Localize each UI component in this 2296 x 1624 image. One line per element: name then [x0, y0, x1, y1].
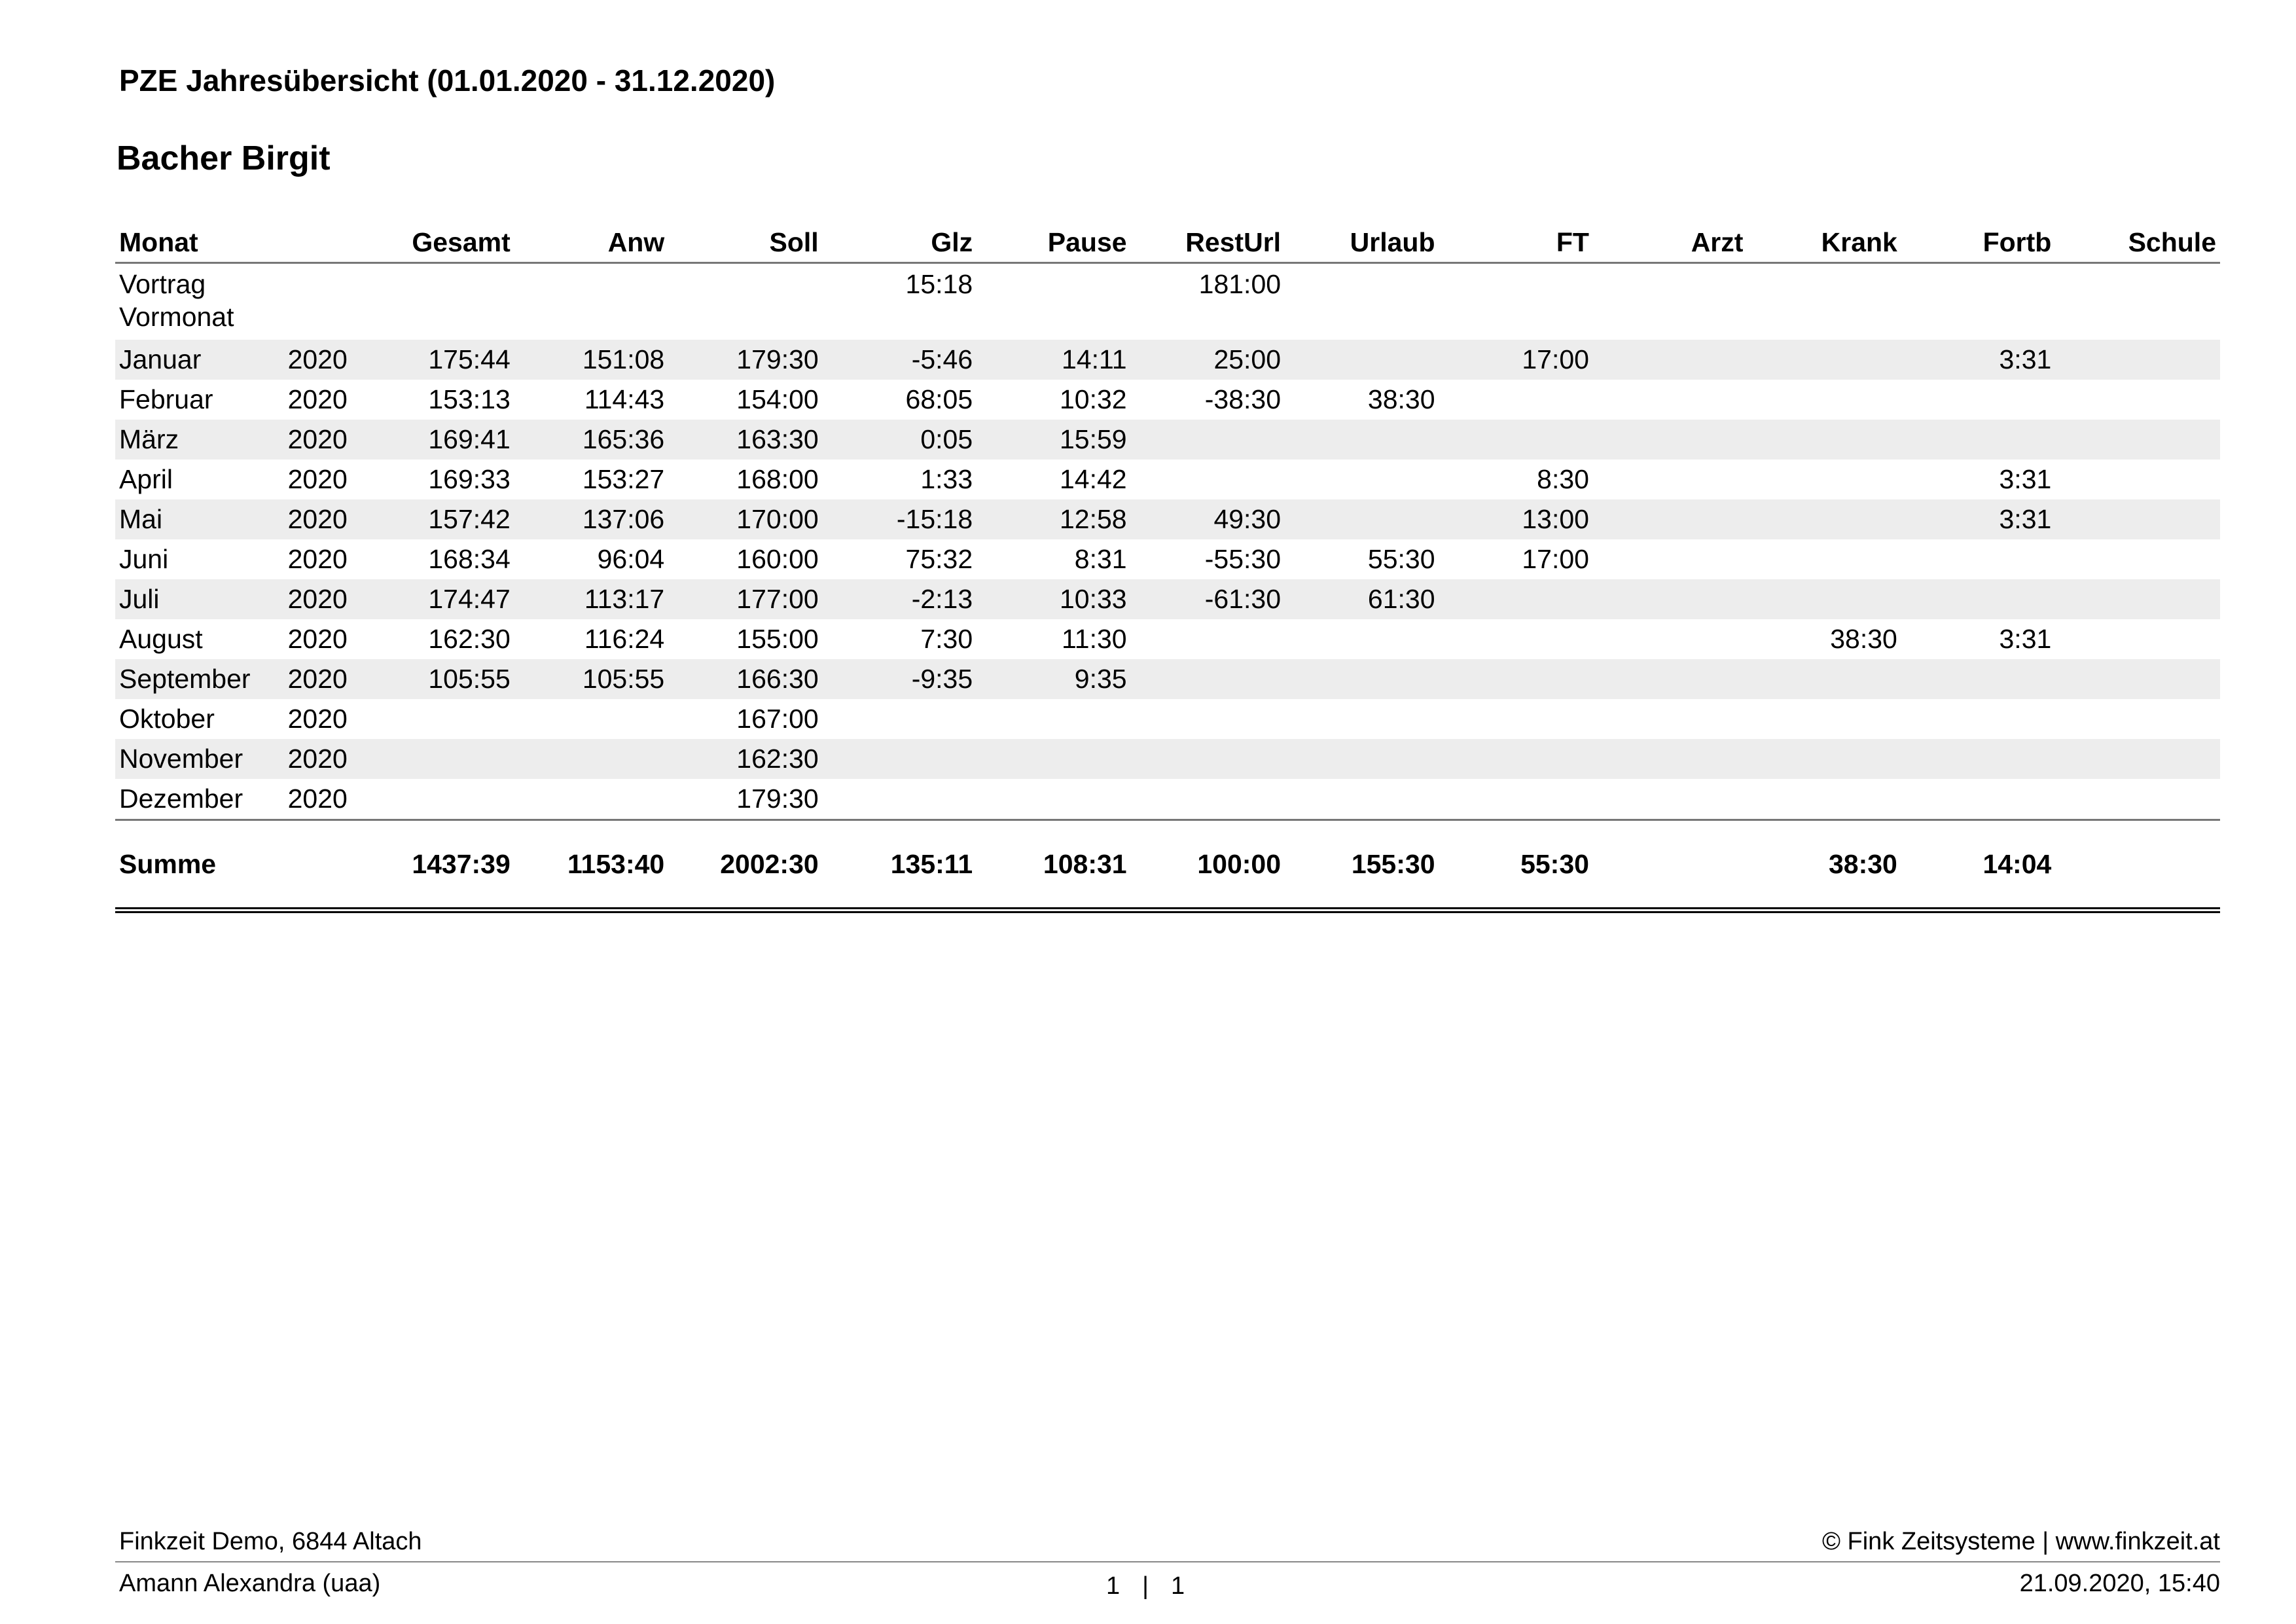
cell-monat: April — [119, 464, 173, 494]
cell-gesamt: 175:44 — [359, 340, 514, 380]
cell-jahr: 2020 — [287, 704, 348, 734]
cell-gesamt: 153:13 — [428, 384, 511, 414]
cell-urlaub — [1285, 340, 1439, 380]
cell-krank — [1747, 699, 1901, 739]
cell-pause: 8:31 — [1074, 544, 1127, 574]
header-gesamt: Gesamt — [359, 223, 514, 263]
cell-anw: 114:43 — [584, 384, 665, 414]
cell-jahr: 2020 — [284, 499, 359, 539]
cell-schule — [2055, 739, 2220, 779]
cell-krank — [1747, 380, 1901, 420]
cell-gesamt: 105:55 — [359, 659, 514, 699]
cell-ft — [1439, 699, 1593, 739]
cell-gesamt: 169:33 — [428, 464, 511, 494]
footer-company: Finkzeit Demo, 6844 Altach — [119, 1528, 422, 1555]
cell-pause: 15:59 — [977, 420, 1130, 460]
cell-krank — [1747, 659, 1901, 699]
header-fortb: Fortb — [1901, 223, 2055, 263]
cell-schule — [2055, 460, 2220, 499]
cell-fortb: 3:31 — [1999, 464, 2052, 494]
cell-soll: 163:30 — [668, 420, 822, 460]
cell-anw: 151:08 — [514, 340, 668, 380]
annual-summary-table — [115, 223, 2220, 913]
cell-glz: -5:46 — [823, 340, 977, 380]
cell-krank — [1747, 340, 1901, 380]
cell-urlaub: 55:30 — [1367, 544, 1435, 574]
cell-monat: September — [115, 659, 284, 699]
cell-schule — [2055, 340, 2220, 380]
cell-krank — [1747, 779, 1901, 820]
total-glz: 135:11 — [823, 820, 977, 911]
cell-ft: 17:00 — [1522, 544, 1589, 574]
cell-schule — [2055, 699, 2220, 739]
cell-jahr: 2020 — [284, 779, 359, 820]
cell-urlaub: 38:30 — [1367, 384, 1435, 414]
cell-anw: 113:17 — [514, 579, 668, 619]
footer-user: Amann Alexandra (uaa) — [119, 1570, 381, 1597]
cell-monat: Mai — [115, 499, 284, 539]
cell-anw — [514, 699, 668, 739]
header-soll: Soll — [668, 223, 822, 263]
cell-jahr: 2020 — [284, 739, 359, 779]
total-ft: 55:30 — [1439, 820, 1593, 911]
cell-glz: 68:05 — [905, 384, 973, 414]
table-header-row — [115, 223, 2220, 263]
cell-pause: 10:33 — [977, 579, 1130, 619]
cell-resturl — [1131, 739, 1285, 779]
cell-anw: 165:36 — [514, 420, 668, 460]
total-gesamt: 1437:39 — [359, 820, 514, 911]
cell-fortb — [1901, 659, 2055, 699]
cell-ft — [1439, 420, 1593, 460]
header-schule: Schule — [2055, 223, 2220, 263]
cell-ft — [1439, 380, 1593, 420]
cell-jahr: 2020 — [287, 384, 348, 414]
cell-resturl — [1131, 699, 1285, 739]
cell-soll: 179:30 — [668, 340, 822, 380]
cell-monat: Dezember — [115, 779, 284, 820]
cell-arzt — [1593, 380, 1747, 420]
cell-resturl: -61:30 — [1131, 579, 1285, 619]
cell-gesamt: 157:42 — [359, 499, 514, 539]
cell-monat: Juli — [115, 579, 284, 619]
table-row — [115, 739, 2220, 779]
cell-fortb — [1901, 539, 2055, 579]
cell-soll: 166:30 — [668, 659, 822, 699]
table-row — [115, 380, 2220, 420]
footer-copyright: © Fink Zeitsysteme | www.finkzeit.at — [1821, 1528, 2220, 1555]
cell-anw: 105:55 — [514, 659, 668, 699]
cell-urlaub — [1285, 779, 1439, 820]
cell-urlaub — [1285, 420, 1439, 460]
cell-krank — [1747, 460, 1901, 499]
carryover-label: Vortrag Vormonat — [119, 269, 234, 332]
cell-schule — [2055, 499, 2220, 539]
cell-arzt — [1593, 739, 1747, 779]
cell-jahr: 2020 — [287, 624, 348, 654]
cell-ft — [1439, 619, 1593, 659]
cell-urlaub — [1285, 619, 1439, 659]
cell-pause: 10:32 — [1059, 384, 1127, 414]
cell-gesamt — [359, 699, 514, 739]
total-fortb: 14:04 — [1901, 820, 2055, 911]
cell-gesamt: 162:30 — [428, 624, 511, 654]
cell-krank — [1747, 739, 1901, 779]
cell-pause: 14:42 — [1059, 464, 1127, 494]
cell-glz: -15:18 — [823, 499, 977, 539]
cell-gesamt: 168:34 — [428, 544, 511, 574]
cell-krank — [1747, 420, 1901, 460]
cell-urlaub — [1285, 460, 1439, 499]
cell-fortb — [1901, 420, 2055, 460]
cell-jahr: 2020 — [287, 464, 348, 494]
carryover-row — [115, 263, 2220, 340]
cell-fortb: 3:31 — [1901, 499, 2055, 539]
total-pause: 108:31 — [977, 820, 1130, 911]
cell-krank — [1747, 579, 1901, 619]
cell-arzt — [1593, 619, 1747, 659]
cell-monat: November — [115, 739, 284, 779]
cell-schule — [2055, 659, 2220, 699]
cell-monat: Januar — [115, 340, 284, 380]
cell-schule — [2055, 420, 2220, 460]
cell-fortb — [1901, 739, 2055, 779]
cell-glz: 0:05 — [823, 420, 977, 460]
employee-name: Bacher Birgit — [117, 139, 331, 177]
cell-gesamt — [359, 739, 514, 779]
cell-soll: 170:00 — [668, 499, 822, 539]
cell-gesamt: 169:41 — [359, 420, 514, 460]
cell-pause — [977, 779, 1130, 820]
cell-anw: 116:24 — [584, 624, 665, 654]
table-row — [115, 539, 2220, 579]
cell-glz: 1:33 — [920, 464, 973, 494]
cell-pause — [977, 699, 1130, 739]
total-krank: 38:30 — [1747, 820, 1901, 911]
cell-soll: 168:00 — [736, 464, 819, 494]
cell-resturl — [1131, 619, 1285, 659]
cell-anw: 137:06 — [514, 499, 668, 539]
cell-glz: -2:13 — [823, 579, 977, 619]
cell-fortb: 3:31 — [1999, 624, 2052, 654]
cell-pause — [977, 739, 1130, 779]
cell-fortb: 3:31 — [1901, 340, 2055, 380]
cell-resturl — [1131, 420, 1285, 460]
cell-urlaub — [1285, 739, 1439, 779]
cell-soll: 162:30 — [668, 739, 822, 779]
table-row — [115, 699, 2220, 739]
cell-jahr: 2020 — [284, 579, 359, 619]
cell-monat: August — [119, 624, 203, 654]
table-row — [115, 619, 2220, 659]
table-row — [115, 420, 2220, 460]
cell-arzt — [1593, 420, 1747, 460]
cell-schule — [2055, 380, 2220, 420]
cell-monat: März — [115, 420, 284, 460]
table-row — [115, 779, 2220, 820]
cell-arzt — [1593, 340, 1747, 380]
cell-resturl: 25:00 — [1131, 340, 1285, 380]
cell-krank — [1747, 539, 1901, 579]
cell-resturl — [1131, 779, 1285, 820]
page-current: 1 — [1106, 1572, 1121, 1600]
cell-monat: Juni — [119, 544, 169, 574]
footer-divider — [115, 1561, 2220, 1562]
table-row — [115, 460, 2220, 499]
cell-ft: 13:00 — [1439, 499, 1593, 539]
header-pause: Pause — [977, 223, 1130, 263]
cell-glz: -9:35 — [823, 659, 977, 699]
cell-glz — [823, 699, 977, 739]
table-row — [115, 340, 2220, 380]
table-row — [115, 659, 2220, 699]
cell-jahr: 2020 — [284, 340, 359, 380]
cell-schule — [2055, 579, 2220, 619]
total-soll: 2002:30 — [668, 820, 822, 911]
cell-ft — [1439, 779, 1593, 820]
footer-page-number — [1106, 1572, 1185, 1600]
table-row — [115, 579, 2220, 619]
header-ft: FT — [1439, 223, 1593, 263]
cell-ft — [1439, 579, 1593, 619]
cell-anw: 153:27 — [582, 464, 665, 494]
cell-ft: 8:30 — [1537, 464, 1589, 494]
cell-anw — [514, 779, 668, 820]
cell-monat: Oktober — [119, 704, 215, 734]
cell-gesamt: 174:47 — [359, 579, 514, 619]
cell-glz: 75:32 — [905, 544, 973, 574]
carryover-resturl: 181:00 — [1198, 269, 1282, 299]
cell-fortb — [1901, 380, 2055, 420]
cell-schule — [2055, 779, 2220, 820]
cell-ft: 17:00 — [1439, 340, 1593, 380]
cell-soll: 155:00 — [736, 624, 819, 654]
cell-soll: 154:00 — [736, 384, 819, 414]
total-resturl: 100:00 — [1131, 820, 1285, 911]
cell-pause: 14:11 — [977, 340, 1130, 380]
cell-fortb — [1901, 699, 2055, 739]
cell-gesamt — [359, 779, 514, 820]
report-title: PZE Jahresübersicht (01.01.2020 - 31.12.2020) — [119, 63, 776, 98]
cell-krank: 38:30 — [1830, 624, 1897, 654]
header-monat: Monat — [115, 223, 359, 263]
table-row — [115, 499, 2220, 539]
cell-arzt — [1593, 699, 1747, 739]
cell-glz — [823, 739, 977, 779]
header-urlaub: Urlaub — [1285, 223, 1439, 263]
cell-arzt — [1593, 579, 1747, 619]
cell-pause: 11:30 — [1062, 624, 1127, 654]
header-anw: Anw — [514, 223, 668, 263]
cell-arzt — [1593, 499, 1747, 539]
header-arzt: Arzt — [1593, 223, 1747, 263]
cell-glz: 7:30 — [920, 624, 973, 654]
total-row — [115, 820, 2220, 911]
header-glz: Glz — [823, 223, 977, 263]
cell-fortb — [1901, 779, 2055, 820]
total-label: Summe — [115, 820, 359, 911]
cell-pause: 12:58 — [977, 499, 1130, 539]
cell-schule — [2055, 539, 2220, 579]
cell-soll: 160:00 — [736, 544, 819, 574]
cell-monat: Februar — [119, 384, 213, 414]
cell-arzt — [1593, 659, 1747, 699]
cell-ft — [1439, 739, 1593, 779]
cell-soll: 167:00 — [736, 704, 819, 734]
total-schule — [2055, 820, 2220, 911]
page-separator: | — [1142, 1572, 1149, 1600]
page-total: 1 — [1171, 1572, 1185, 1600]
total-urlaub: 155:30 — [1285, 820, 1439, 911]
carryover-glz: 15:18 — [905, 269, 973, 299]
cell-glz — [823, 779, 977, 820]
cell-soll: 179:30 — [668, 779, 822, 820]
total-arzt — [1593, 820, 1747, 911]
header-krank: Krank — [1747, 223, 1901, 263]
cell-resturl: -55:30 — [1204, 544, 1282, 574]
cell-urlaub — [1285, 699, 1439, 739]
cell-arzt — [1593, 779, 1747, 820]
cell-krank — [1747, 499, 1901, 539]
cell-resturl: -38:30 — [1204, 384, 1282, 414]
cell-jahr: 2020 — [284, 420, 359, 460]
cell-resturl: 49:30 — [1131, 499, 1285, 539]
cell-urlaub — [1285, 499, 1439, 539]
cell-soll: 177:00 — [668, 579, 822, 619]
footer-printed-at: 21.09.2020, 15:40 — [2019, 1570, 2220, 1597]
cell-ft — [1439, 659, 1593, 699]
cell-jahr: 2020 — [287, 544, 348, 574]
cell-resturl — [1131, 460, 1285, 499]
cell-urlaub — [1285, 659, 1439, 699]
cell-anw — [514, 739, 668, 779]
total-anw: 1153:40 — [514, 820, 668, 911]
cell-fortb — [1901, 579, 2055, 619]
cell-resturl — [1131, 659, 1285, 699]
cell-anw: 96:04 — [597, 544, 665, 574]
cell-jahr: 2020 — [284, 659, 359, 699]
cell-urlaub: 61:30 — [1285, 579, 1439, 619]
cell-arzt — [1593, 460, 1747, 499]
cell-schule — [2055, 619, 2220, 659]
cell-arzt — [1593, 539, 1747, 579]
cell-pause: 9:35 — [977, 659, 1130, 699]
header-resturl: RestUrl — [1131, 223, 1285, 263]
